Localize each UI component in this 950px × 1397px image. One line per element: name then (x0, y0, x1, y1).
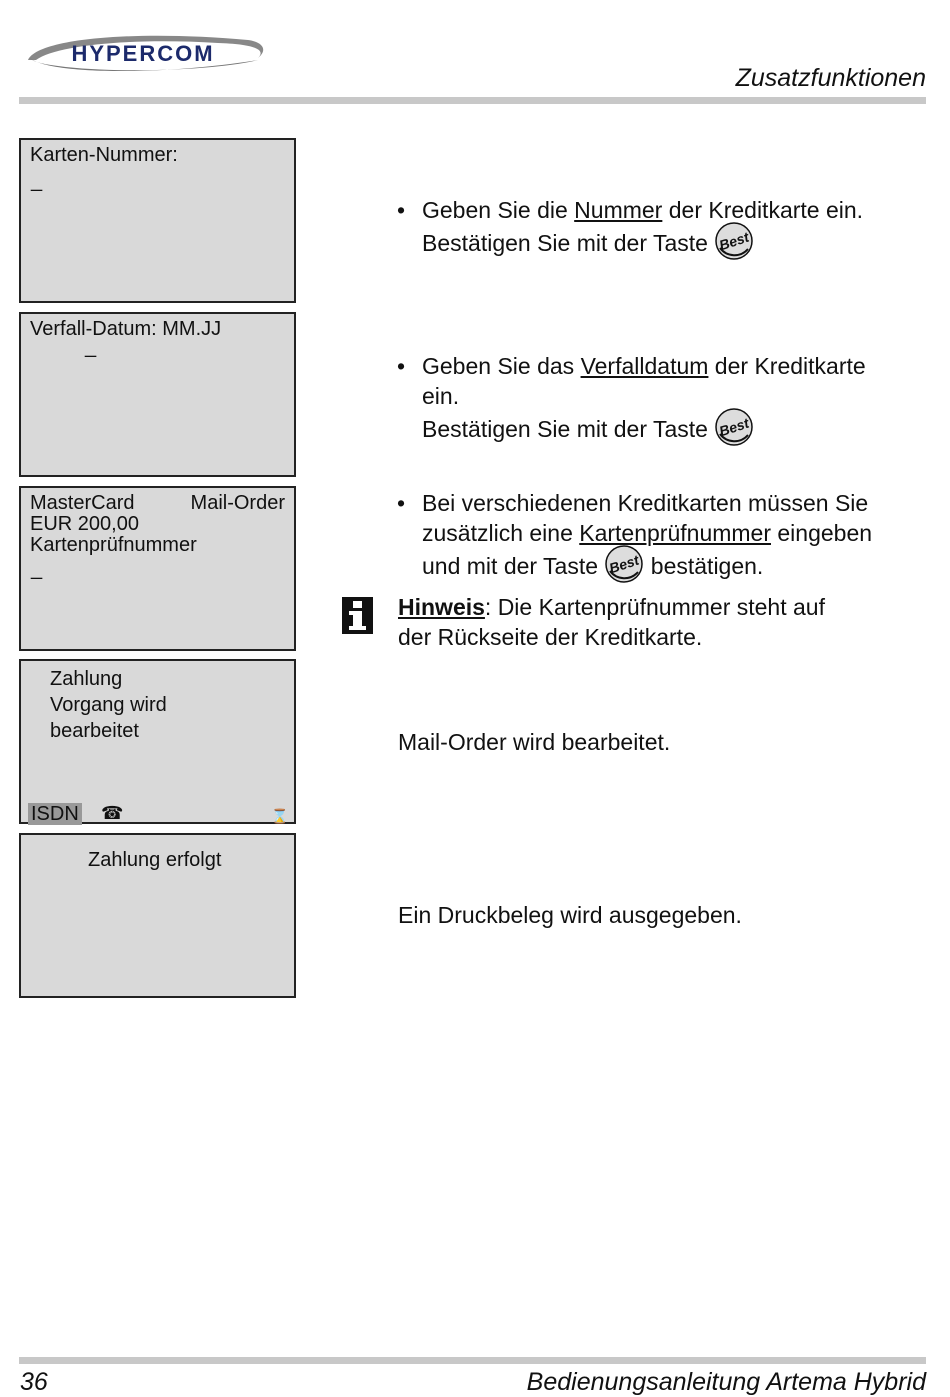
screen-line: Verfall-Datum: MM.JJ (30, 318, 222, 340)
instruction-card-number (397, 195, 864, 265)
svg-text:Best: Best (717, 228, 752, 254)
header-divider (19, 97, 926, 104)
instruction-card-check-number (397, 488, 873, 588)
screen-card-type: MasterCard (30, 492, 135, 514)
hourglass-icon: ⌛ (271, 808, 289, 824)
instruction-line: Bestätigen Sie mit der Taste Best (422, 225, 863, 265)
hint-line: der Rückseite der Kreditkarte. (398, 624, 703, 650)
term-number: Nummer (574, 197, 663, 223)
instruction-expiry-date (397, 351, 866, 451)
hypercom-logo (18, 30, 268, 76)
svg-text:Best: Best (607, 551, 642, 577)
best-key-icon (714, 407, 754, 447)
terminal-screen-payment-done (19, 833, 296, 998)
terminal-screen-expiry-date (19, 312, 296, 477)
input-cursor: _ (31, 558, 43, 580)
term-expiry-date: Verfalldatum (580, 353, 709, 379)
screen-line: Zahlung erfolgt (88, 849, 222, 871)
screen-line: Kartenprüfnummer (30, 534, 197, 556)
receipt-status-text: Ein Druckbeleg wird ausgegeben. (398, 902, 742, 928)
best-key-icon (714, 221, 754, 261)
instruction-line: Bei verschiedenen Kreditkarten müssen Sie (422, 490, 869, 516)
instruction-line: Geben Sie das Verfalldatum der Kreditkarte (422, 353, 866, 379)
svg-text:Best: Best (717, 414, 752, 440)
document-title: Bedienungsanleitung Artema Hybrid (526, 1368, 926, 1396)
instruction-line: Geben Sie die Nummer der Kreditkarte ein. (422, 197, 864, 223)
screen-transaction-type: Mail-Order (190, 492, 285, 514)
bullet: • (397, 197, 406, 223)
bullet: • (397, 490, 406, 516)
hint-note (398, 592, 825, 652)
terminal-screen-processing (19, 659, 296, 824)
screen-amount: EUR 200,00 (30, 513, 139, 535)
info-icon (342, 597, 373, 634)
logo-text: HYPERCOM (71, 41, 215, 66)
mail-order-status-text: Mail-Order wird bearbeitet. (398, 729, 671, 755)
instruction-line: ein. (422, 383, 460, 409)
footer-divider (19, 1357, 926, 1364)
isdn-badge: ISDN (28, 803, 82, 825)
hint-label: Hinweis (398, 594, 485, 620)
terminal-screen-card-number (19, 138, 296, 303)
phone-icon: ☎ (101, 803, 124, 823)
bullet: • (397, 353, 406, 379)
instruction-line: und mit der Taste Best bestätigen. (422, 548, 872, 588)
screen-line: Vorgang wird (50, 694, 167, 716)
terminal-screen-card-check-number (19, 486, 296, 651)
instruction-line: zusätzlich eine Kartenprüfnummer eingeben (422, 520, 873, 546)
page-number: 36 (20, 1368, 48, 1396)
section-title: Zusatzfunktionen (735, 64, 926, 92)
input-cursor: _ (31, 170, 43, 192)
term-card-check-number: Kartenprüfnummer (579, 520, 771, 546)
screen-line: Zahlung (50, 668, 123, 690)
input-cursor: _ (85, 336, 97, 358)
hint-line: Hinweis: Die Kartenprüfnummer steht auf (398, 594, 825, 620)
best-key-icon (604, 544, 644, 584)
instruction-line: Bestätigen Sie mit der Taste Best (422, 411, 866, 451)
screen-line: bearbeitet (50, 720, 139, 742)
screen-line: Karten-Nummer: (30, 144, 178, 166)
